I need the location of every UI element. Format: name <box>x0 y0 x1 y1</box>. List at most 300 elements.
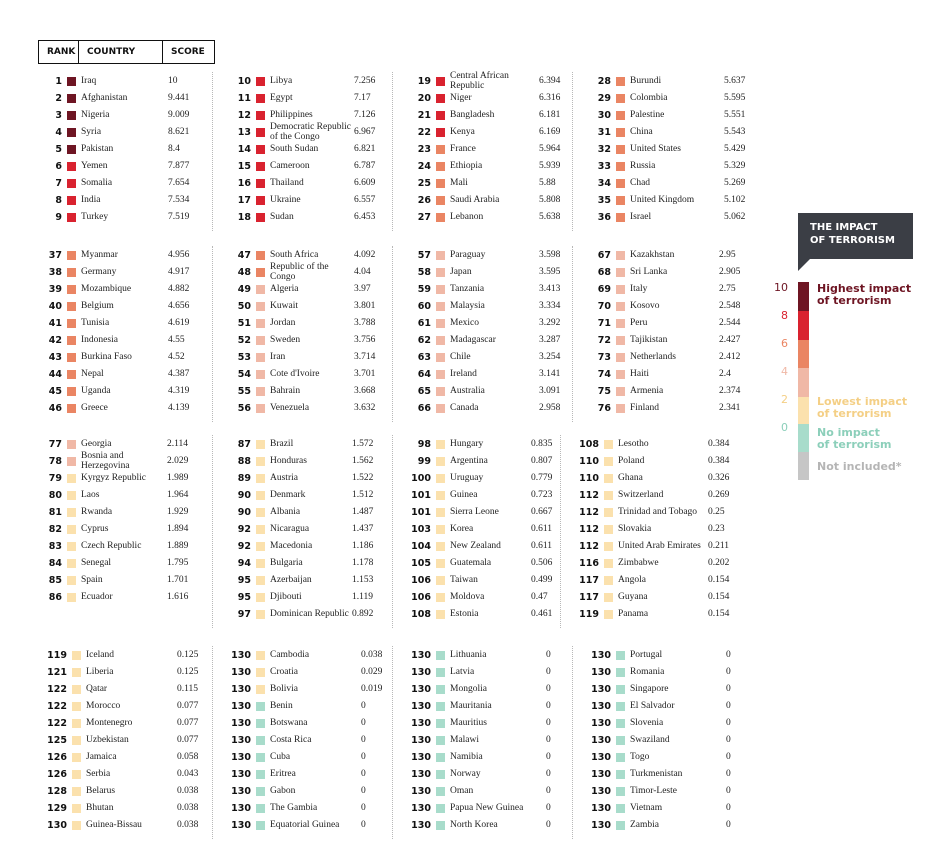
rank-cell: 46 <box>48 402 62 414</box>
legend-tick-10: 10 <box>774 281 788 294</box>
country-cell: Sudan <box>270 212 294 222</box>
score-swatch <box>616 302 625 311</box>
rank-cell: 66 <box>417 402 431 414</box>
table-row <box>40 107 190 123</box>
score-swatch <box>616 353 625 362</box>
country-cell: Nigeria <box>81 110 110 120</box>
table-row <box>223 664 383 680</box>
table-row <box>40 315 190 331</box>
table-row <box>583 107 746 123</box>
score-cell: 8.621 <box>168 127 190 137</box>
score-swatch <box>256 145 265 154</box>
score-swatch <box>436 651 445 660</box>
score-cell: 3.595 <box>539 267 561 277</box>
rank-cell: 8 <box>55 194 62 206</box>
score-cell: 2.114 <box>167 439 189 449</box>
score-cell: 0 <box>546 684 551 694</box>
country-cell: United Arab Emirates <box>618 541 701 551</box>
table-row <box>403 732 551 748</box>
country-cell: Benin <box>270 701 293 711</box>
score-cell: 1.512 <box>352 490 374 500</box>
country-cell: Madagascar <box>450 335 496 345</box>
rank-cell: 130 <box>591 802 611 814</box>
score-cell: 3.413 <box>539 284 561 294</box>
table-row <box>403 264 561 280</box>
score-cell: 7.17 <box>354 93 371 103</box>
rank-cell: 130 <box>591 751 611 763</box>
rank-cell: 24 <box>417 160 431 172</box>
score-swatch <box>256 702 265 711</box>
score-cell: 1.795 <box>167 558 189 568</box>
score-cell: 0 <box>726 684 731 694</box>
score-swatch <box>67 559 76 568</box>
legend-band-10-8 <box>798 282 809 311</box>
score-cell: 0.892 <box>352 609 374 619</box>
score-cell: 2.341 <box>719 403 741 413</box>
score-cell: 2.95 <box>719 250 736 260</box>
score-swatch <box>256 404 265 413</box>
table-row <box>403 783 551 799</box>
rank-cell: 122 <box>47 717 67 729</box>
score-cell: 5.88 <box>539 178 556 188</box>
table-row <box>403 572 553 588</box>
score-swatch <box>436 702 445 711</box>
rank-cell: 95 <box>237 591 251 603</box>
table-row <box>583 681 731 697</box>
table-row <box>40 589 189 605</box>
rank-cell: 106 <box>411 574 431 586</box>
rank-cell: 92 <box>237 540 251 552</box>
country-cell: Syria <box>81 127 102 137</box>
table-row <box>40 158 190 174</box>
score-swatch <box>67 336 76 345</box>
table-row <box>403 107 561 123</box>
score-swatch <box>67 268 76 277</box>
rank-cell: 56 <box>237 402 251 414</box>
score-cell: 3.141 <box>539 369 561 379</box>
country-cell: Slovakia <box>618 524 652 534</box>
score-cell: 0.077 <box>177 735 199 745</box>
score-swatch <box>67 576 76 585</box>
legend-title-line1: THE IMPACT <box>810 222 878 233</box>
score-cell: 0.269 <box>708 490 730 500</box>
score-cell: 0 <box>361 752 366 762</box>
rank-cell: 62 <box>417 334 431 346</box>
rank-cell: 126 <box>47 768 67 780</box>
rank-cell: 117 <box>579 574 599 586</box>
table-row <box>40 73 178 89</box>
rank-cell: 112 <box>579 489 599 501</box>
country-cell: Liberia <box>86 667 114 677</box>
score-cell: 0.077 <box>177 701 199 711</box>
rank-cell: 37 <box>48 249 62 261</box>
score-cell: 5.551 <box>724 110 746 120</box>
rank-cell: 130 <box>591 819 611 831</box>
score-cell: 0 <box>726 803 731 813</box>
table-column <box>40 246 215 422</box>
score-cell: 2.958 <box>539 403 561 413</box>
score-cell: 0.038 <box>177 820 199 830</box>
rank-cell: 3 <box>55 109 62 121</box>
country-cell: Timor-Leste <box>630 786 677 796</box>
country-cell: Lebanon <box>450 212 484 222</box>
score-swatch <box>256 668 265 677</box>
score-cell: 0.611 <box>531 541 553 551</box>
score-swatch <box>436 179 445 188</box>
table-row <box>40 383 190 399</box>
legend-title-box <box>798 213 913 259</box>
score-cell: 0 <box>726 701 731 711</box>
table-row <box>571 436 730 452</box>
country-cell: Republic of the Congo <box>270 262 329 282</box>
table-row <box>40 90 190 106</box>
score-swatch <box>256 94 265 103</box>
score-cell: 0.038 <box>177 786 199 796</box>
rank-cell: 94 <box>237 557 251 569</box>
table-row <box>40 175 190 191</box>
table-row <box>583 800 731 816</box>
table-row <box>403 400 561 416</box>
score-cell: 5.429 <box>724 144 746 154</box>
table-row <box>583 783 731 799</box>
score-swatch <box>436 319 445 328</box>
table-row <box>40 192 190 208</box>
table-row <box>403 71 561 91</box>
table-row <box>223 783 366 799</box>
rank-cell: 45 <box>48 385 62 397</box>
table-row <box>40 436 189 452</box>
country-cell: Macedonia <box>270 541 313 551</box>
country-cell: Morocco <box>86 701 121 711</box>
score-cell: 5.329 <box>724 161 746 171</box>
rank-cell: 116 <box>579 557 599 569</box>
score-swatch <box>436 162 445 171</box>
score-swatch <box>72 719 81 728</box>
score-cell: 0 <box>726 769 731 779</box>
table-row <box>223 209 376 225</box>
rank-cell: 119 <box>47 649 67 661</box>
country-cell: Vietnam <box>630 803 663 813</box>
country-cell: Uruguay <box>450 473 484 483</box>
table-row <box>403 281 561 297</box>
country-cell: Palestine <box>630 110 665 120</box>
score-cell: 0.326 <box>708 473 730 483</box>
score-swatch <box>604 593 613 602</box>
table-row <box>223 470 374 486</box>
table-column <box>392 72 567 231</box>
score-swatch <box>436 821 445 830</box>
score-swatch <box>256 559 265 568</box>
score-swatch <box>604 525 613 534</box>
table-row <box>583 298 741 314</box>
score-cell: 0.779 <box>531 473 553 483</box>
score-cell: 2.4 <box>719 369 731 379</box>
score-swatch <box>616 94 625 103</box>
rank-cell: 27 <box>417 211 431 223</box>
score-swatch <box>256 213 265 222</box>
score-cell: 3.292 <box>539 318 561 328</box>
country-cell: Kenya <box>450 127 475 137</box>
legend-not-included-label: Not included* <box>817 460 902 473</box>
score-swatch <box>256 196 265 205</box>
table-row <box>403 555 553 571</box>
country-cell: Chad <box>630 178 651 188</box>
score-swatch <box>616 787 625 796</box>
country-cell: Turkey <box>81 212 109 222</box>
score-cell: 0.038 <box>177 803 199 813</box>
table-row <box>40 647 199 663</box>
score-cell: 10 <box>168 76 178 86</box>
country-cell: Angola <box>618 575 646 585</box>
country-cell: Ecuador <box>81 592 113 602</box>
table-column <box>392 246 567 422</box>
country-cell: Guinea-Bissau <box>86 820 142 830</box>
country-cell: Costa Rica <box>270 735 312 745</box>
country-cell: Tajikistan <box>630 335 668 345</box>
score-cell: 5.637 <box>724 76 746 86</box>
score-swatch <box>616 196 625 205</box>
table-row <box>403 487 553 503</box>
score-swatch <box>67 302 76 311</box>
table-row <box>40 366 190 382</box>
country-cell: Ghana <box>618 473 643 483</box>
table-row <box>223 817 366 833</box>
table-row <box>403 90 561 106</box>
table-row <box>223 192 376 208</box>
rank-cell: 130 <box>231 785 251 797</box>
rank-cell: 5 <box>55 143 62 155</box>
score-cell: 0.506 <box>531 558 553 568</box>
rank-cell: 12 <box>237 109 251 121</box>
table-row <box>571 521 725 537</box>
table-row <box>403 681 551 697</box>
table-row <box>583 732 731 748</box>
table-row <box>223 281 371 297</box>
country-cell: Thailand <box>270 178 304 188</box>
country-cell: Portugal <box>630 650 663 660</box>
table-row <box>571 504 725 520</box>
table-row <box>583 175 746 191</box>
score-cell: 0 <box>361 820 366 830</box>
rank-cell: 53 <box>237 351 251 363</box>
score-swatch <box>67 404 76 413</box>
country-cell: Turkmenistan <box>630 769 683 779</box>
table-row <box>403 647 551 663</box>
country-cell: Laos <box>81 490 100 500</box>
score-swatch <box>256 736 265 745</box>
country-cell: Tunisia <box>81 318 110 328</box>
table-row <box>583 281 736 297</box>
score-cell: 0 <box>361 735 366 745</box>
rank-cell: 34 <box>597 177 611 189</box>
country-cell: Poland <box>618 456 645 466</box>
table-row <box>40 817 199 833</box>
score-cell: 0 <box>546 735 551 745</box>
table-row <box>40 783 199 799</box>
score-swatch <box>67 542 76 551</box>
rank-cell: 80 <box>48 489 62 501</box>
rank-cell: 65 <box>417 385 431 397</box>
table-row <box>223 800 366 816</box>
score-swatch <box>72 821 81 830</box>
rank-cell: 29 <box>597 92 611 104</box>
country-cell: Finland <box>630 403 660 413</box>
score-swatch <box>256 370 265 379</box>
country-cell: Ukraine <box>270 195 301 205</box>
score-swatch <box>72 753 81 762</box>
score-cell: 3.788 <box>354 318 376 328</box>
rank-cell: 129 <box>47 802 67 814</box>
country-cell: Slovenia <box>630 718 664 728</box>
score-swatch <box>616 770 625 779</box>
legend-band-8-6 <box>798 311 809 340</box>
rank-cell: 121 <box>47 666 67 678</box>
rank-cell: 130 <box>411 785 431 797</box>
rank-cell: 7 <box>55 177 62 189</box>
table-row <box>571 572 730 588</box>
score-swatch <box>436 474 445 483</box>
score-cell: 1.889 <box>167 541 189 551</box>
table-row <box>403 470 553 486</box>
rank-cell: 130 <box>47 819 67 831</box>
country-cell: Honduras <box>270 456 307 466</box>
rank-cell: 23 <box>417 143 431 155</box>
table-row <box>40 664 199 680</box>
country-cell: Mauritania <box>450 701 492 711</box>
score-cell: 0 <box>726 735 731 745</box>
rank-cell: 130 <box>231 768 251 780</box>
country-cell: Jamaica <box>86 752 117 762</box>
country-cell: Guinea <box>450 490 478 500</box>
score-cell: 4.319 <box>168 386 190 396</box>
legend-title-line2: OF TERRORISM <box>810 235 895 246</box>
rank-cell: 16 <box>237 177 251 189</box>
score-swatch <box>256 440 265 449</box>
table-row <box>583 366 731 382</box>
country-cell: Lithuania <box>450 650 487 660</box>
score-swatch <box>67 128 76 137</box>
country-cell: Norway <box>450 769 481 779</box>
score-swatch <box>436 804 445 813</box>
score-cell: 6.394 <box>539 76 561 86</box>
score-cell: 0.723 <box>531 490 553 500</box>
score-cell: 0.154 <box>708 575 730 585</box>
score-cell: 2.75 <box>719 284 736 294</box>
table-row <box>403 800 551 816</box>
country-cell: Malawi <box>450 735 480 745</box>
country-cell: El Salvador <box>630 701 675 711</box>
table-row <box>40 681 199 697</box>
score-cell: 1.701 <box>167 575 189 585</box>
rank-cell: 79 <box>48 472 62 484</box>
score-cell: 6.609 <box>354 178 376 188</box>
country-cell: Armenia <box>630 386 664 396</box>
score-swatch <box>256 319 265 328</box>
rank-cell: 63 <box>417 351 431 363</box>
rank-cell: 72 <box>597 334 611 346</box>
score-swatch <box>436 753 445 762</box>
country-cell: Eritrea <box>270 769 296 779</box>
table-row <box>223 383 376 399</box>
legend-tick-0: 0 <box>781 421 788 434</box>
score-swatch <box>72 804 81 813</box>
table-row <box>583 124 746 140</box>
score-cell: 0.47 <box>531 592 548 602</box>
score-swatch <box>436 770 445 779</box>
table-row <box>223 262 371 282</box>
table-column <box>572 72 747 231</box>
score-swatch <box>616 736 625 745</box>
rank-cell: 130 <box>231 751 251 763</box>
score-swatch <box>256 302 265 311</box>
country-cell: United States <box>630 144 681 154</box>
country-cell: Belarus <box>86 786 116 796</box>
score-swatch <box>436 491 445 500</box>
score-swatch <box>436 457 445 466</box>
country-cell: Guyana <box>618 592 648 602</box>
country-cell: Uganda <box>81 386 111 396</box>
score-swatch <box>67 593 76 602</box>
score-cell: 0.23 <box>708 524 725 534</box>
score-cell: 1.964 <box>167 490 189 500</box>
rank-cell: 73 <box>597 351 611 363</box>
table-row <box>403 209 561 225</box>
score-cell: 4.656 <box>168 301 190 311</box>
rank-cell: 130 <box>591 700 611 712</box>
table-row <box>40 715 199 731</box>
score-cell: 4.387 <box>168 369 190 379</box>
score-cell: 0.211 <box>708 541 730 551</box>
score-cell: 5.808 <box>539 195 561 205</box>
rank-cell: 36 <box>597 211 611 223</box>
score-swatch <box>256 525 265 534</box>
score-swatch <box>436 508 445 517</box>
score-swatch <box>72 651 81 660</box>
rank-cell: 30 <box>597 109 611 121</box>
rank-cell: 130 <box>411 734 431 746</box>
score-swatch <box>256 542 265 551</box>
score-cell: 0.807 <box>531 456 553 466</box>
rank-cell: 82 <box>48 523 62 535</box>
table-row <box>403 664 551 680</box>
rank-cell: 112 <box>579 523 599 535</box>
score-swatch <box>256 268 265 277</box>
rank-cell: 130 <box>591 666 611 678</box>
score-swatch <box>616 145 625 154</box>
country-cell: China <box>630 127 653 137</box>
table-row <box>403 606 553 622</box>
table-column <box>212 72 387 231</box>
score-swatch <box>436 685 445 694</box>
score-swatch <box>436 440 445 449</box>
score-cell: 0 <box>546 752 551 762</box>
score-cell: 8.4 <box>168 144 180 154</box>
country-cell: Estonia <box>450 609 479 619</box>
rank-cell: 130 <box>591 734 611 746</box>
table-row <box>40 800 199 816</box>
country-cell: Malaysia <box>450 301 485 311</box>
country-cell: Croatia <box>270 667 298 677</box>
table-row <box>571 487 730 503</box>
table-row <box>40 209 190 225</box>
table-row <box>403 315 561 331</box>
rank-cell: 35 <box>597 194 611 206</box>
score-swatch <box>616 336 625 345</box>
rank-cell: 117 <box>579 591 599 603</box>
score-cell: 1.437 <box>352 524 374 534</box>
country-cell: Italy <box>630 284 648 294</box>
table-row <box>40 349 185 365</box>
